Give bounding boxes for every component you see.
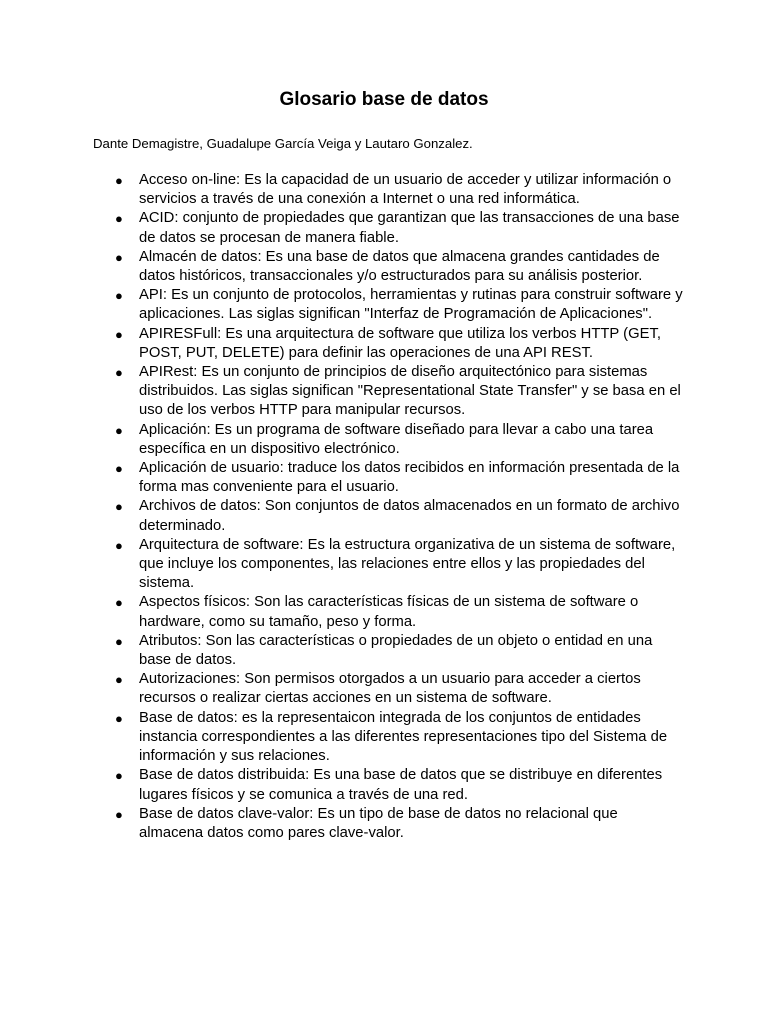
glossary-list: [93, 171, 683, 843]
bullet-icon: ●: [115, 672, 123, 688]
bullet-icon: ●: [115, 537, 123, 553]
glossary-entry-text: ACID: conjunto de propiedades que garantizan que las transacciones de una base de datos se procesan de manera fiable.: [139, 210, 680, 246]
glossary-entry-text: Aspectos físicos: Son las características físicas de un sistema de software o hardware, como su tamaño, peso y forma.: [139, 594, 639, 630]
glossary-entry-text: Acceso on-line: Es la capacidad de un usuario de acceder y utilizar información o servicios a través de una conexión a Internet o una red informática.: [139, 172, 672, 208]
glossary-entry: [93, 209, 683, 247]
bullet-icon: ●: [115, 173, 123, 188]
glossary-entry: [93, 593, 683, 631]
glossary-entry: [93, 497, 683, 535]
bullet-icon: ●: [115, 249, 123, 265]
glossary-entry-text: Almacén de datos: Es una base de datos que almacena grandes cantidades de datos históricos, transaccionales y/o estructurados para su análisis posterior.: [139, 248, 660, 285]
bullet-icon: ●: [115, 288, 123, 304]
glossary-entry-text: Atributos: Son las características o propiedades de un objeto o entidad en una base de datos.: [139, 632, 653, 669]
glossary-entry: [93, 248, 683, 286]
glossary-entry-text: Autorizaciones: Son permisos otorgados a un usuario para acceder a ciertos recursos o realizar ciertas acciones en un sistema de software.: [139, 671, 641, 707]
glossary-entry: [93, 171, 683, 209]
glossary-entry-text: Aplicación: Es un programa de software diseñado para llevar a cabo una tarea específica en un dispositivo electrónico.: [139, 421, 654, 457]
glossary-entry: [93, 286, 683, 324]
document-authors: Dante Demagistre, Guadalupe García Veiga y Lautaro Gonzalez.: [93, 136, 473, 151]
bullet-icon: ●: [115, 211, 123, 227]
glossary-entry-text: API: Es un conjunto de protocolos, herramientas y rutinas para construir software y aplicaciones. Las siglas significan "Interfaz de Programación de Aplicaciones".: [139, 287, 683, 323]
glossary-entry: [93, 670, 683, 708]
bullet-icon: ●: [115, 365, 123, 381]
bullet-icon: ●: [115, 422, 123, 438]
glossary-entry: [93, 805, 683, 843]
glossary-entry: [93, 766, 683, 804]
bullet-icon: ●: [115, 499, 123, 515]
glossary-entry: [93, 459, 683, 497]
bullet-icon: ●: [115, 595, 123, 611]
glossary-entry-text: APIRest: Es un conjunto de principios de diseño arquitectónico para sistemas distribuidos. Las siglas significan "Representational State Transfer" y se basa en el uso de los verbos HTTP para manipular recursos.: [139, 364, 681, 419]
glossary-entry: [93, 536, 683, 594]
glossary-entry-text: Aplicación de usuario: traduce los datos recibidos en información presentada de la forma mas conveniente para el usuario.: [139, 460, 680, 496]
bullet-icon: ●: [115, 461, 123, 477]
glossary-entry: [93, 363, 683, 421]
bullet-icon: ●: [115, 633, 123, 649]
bullet-icon: ●: [115, 710, 123, 726]
glossary-entry-text: Base de datos clave-valor: Es un tipo de base de datos no relacional que almacena datos como pares clave-valor.: [139, 805, 618, 841]
glossary-entry-text: APIRESFull: Es una arquitectura de software que utiliza los verbos HTTP (GET, POST, PUT, DELETE) para definir las operaciones de una API REST.: [139, 325, 661, 361]
glossary-entry-text: Base de datos: es la representaicon integrada de los conjuntos de entidades instancia correspondientes a las diferentes representaciones tipo del Sistema de información y sus relaciones.: [139, 709, 668, 765]
bullet-icon: ●: [115, 806, 123, 822]
glossary-entry-text: Base de datos distribuida: Es una base de datos que se distribuye en diferentes lugares físicos y se comunica a través de una red.: [139, 767, 663, 803]
document-title: Glosario base de datos: [279, 89, 489, 110]
glossary-entry-text: Archivos de datos: Son conjuntos de datos almacenados en un formato de archivo determinado.: [139, 498, 680, 534]
glossary-entry: [93, 421, 683, 459]
bullet-icon: ●: [115, 768, 123, 784]
glossary-entry: [93, 632, 683, 670]
glossary-entry-text: Arquitectura de software: Es la estructura organizativa de un sistema de software, que incluye los componentes, las relaciones entre ellos y las propiedades del sistema.: [139, 536, 676, 592]
glossary-entry: [93, 325, 683, 363]
glossary-entry: [93, 709, 683, 767]
bullet-icon: ●: [115, 326, 123, 342]
